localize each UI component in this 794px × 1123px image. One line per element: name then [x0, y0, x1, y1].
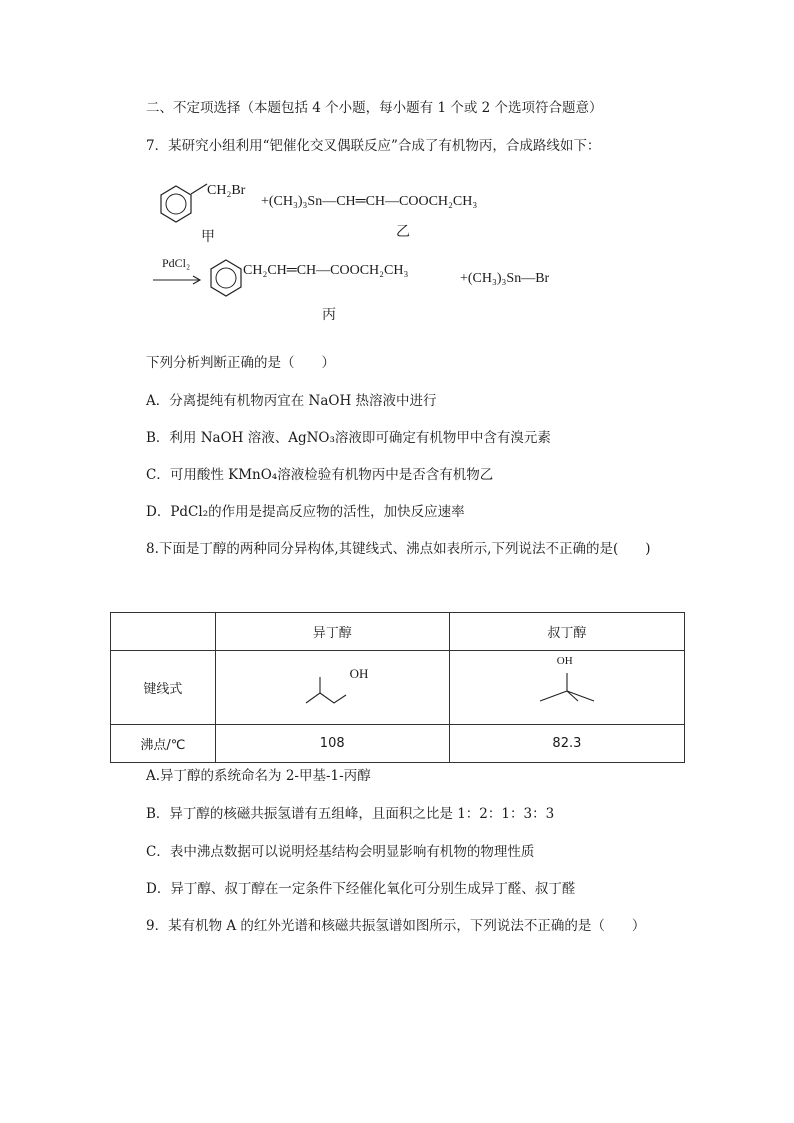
table-header-isobutanol: 异丁醇	[215, 613, 449, 651]
isobutanol-skeletal-formula	[304, 669, 384, 709]
oh-label-tbutanol: OH	[556, 655, 573, 667]
label-jia: 甲	[201, 229, 215, 245]
bp-isobutanol: 108	[215, 725, 449, 763]
catalyst-label: PdCl₂	[162, 256, 191, 270]
table-header-tbutanol: 叔丁醇	[449, 613, 684, 651]
table-row-bp	[111, 725, 685, 763]
product-chain: CH₂CH═CH—COOCH₂CH₃	[243, 263, 409, 278]
q7-stem: 7．某研究小组利用“钯催化交叉偶联反应”合成了有机物丙，合成路线如下：	[146, 138, 601, 154]
table-row-structure	[111, 651, 685, 725]
label-yi: 乙	[396, 224, 410, 240]
row-label-bp: 沸点/℃	[111, 725, 216, 763]
q8-option-b: B．异丁醇的核磁共振氢谱有五组峰，且面积之比是 1：2：1：3：3	[146, 806, 555, 822]
reaction-arrow	[153, 275, 205, 285]
benzene-ring-reactant	[158, 184, 194, 224]
q8-option-a: A.异丁醇的系统命名为 2-甲基-1-丙醇	[146, 768, 371, 784]
bp-tbutanol: 82.3	[449, 725, 684, 763]
q8-option-c: C．表中沸点数据可以说明烃基结构会明显影响有机物的物理性质	[146, 844, 535, 860]
oh-label-isobutanol: OH	[349, 666, 369, 681]
section-header: 二、不定项选择（本题包括 4 个小题，每小题有 1 个或 2 个选项符合题意）	[146, 100, 603, 116]
tbutanol-skeletal-formula	[538, 671, 598, 711]
tbutanol-structure	[449, 651, 684, 725]
row-label-structure: 键线式	[111, 651, 216, 725]
q7-option-d: D．PdCl₂的作用是提高反应物的活性，加快反应速率	[146, 504, 465, 520]
benzene-ring-product	[208, 258, 244, 298]
q7-option-a: A．分离提纯有机物丙宜在 NaOH 热溶液中进行	[146, 393, 437, 409]
reactant2-formula: +(CH₃)₃Sn—CH═CH—COOCH₂CH₃	[261, 194, 478, 209]
byproduct-formula: +(CH₃)₃Sn—Br	[460, 271, 550, 286]
isobutanol-structure	[215, 651, 449, 725]
table-header-row	[111, 613, 685, 651]
q8-stem: 8.下面是丁醇的两种同分异构体,其键线式、沸点如表所示,下列说法不正确的是( )	[146, 541, 651, 557]
label-bing: 丙	[322, 307, 336, 323]
table-header-empty	[111, 613, 216, 651]
butanol-table	[110, 612, 685, 763]
q8-option-d: D．异丁醇、叔丁醇在一定条件下经催化氧化可分别生成异丁醛、叔丁醛	[146, 881, 576, 897]
q7-option-b: B．利用 NaOH 溶液、AgNO₃溶液即可确定有机物甲中含有溴元素	[146, 430, 551, 446]
q9-stem: 9．某有机物 A 的红外光谱和核磁共振氢谱如图所示，下列说法不正确的是（ ）	[146, 918, 646, 934]
q7-prompt: 下列分析判断正确的是（ ）	[146, 355, 335, 371]
reactant1-group: CH₂Br	[207, 183, 246, 198]
q7-option-c: C．可用酸性 KMnO₄溶液检验有机物丙中是否含有机物乙	[146, 467, 494, 483]
